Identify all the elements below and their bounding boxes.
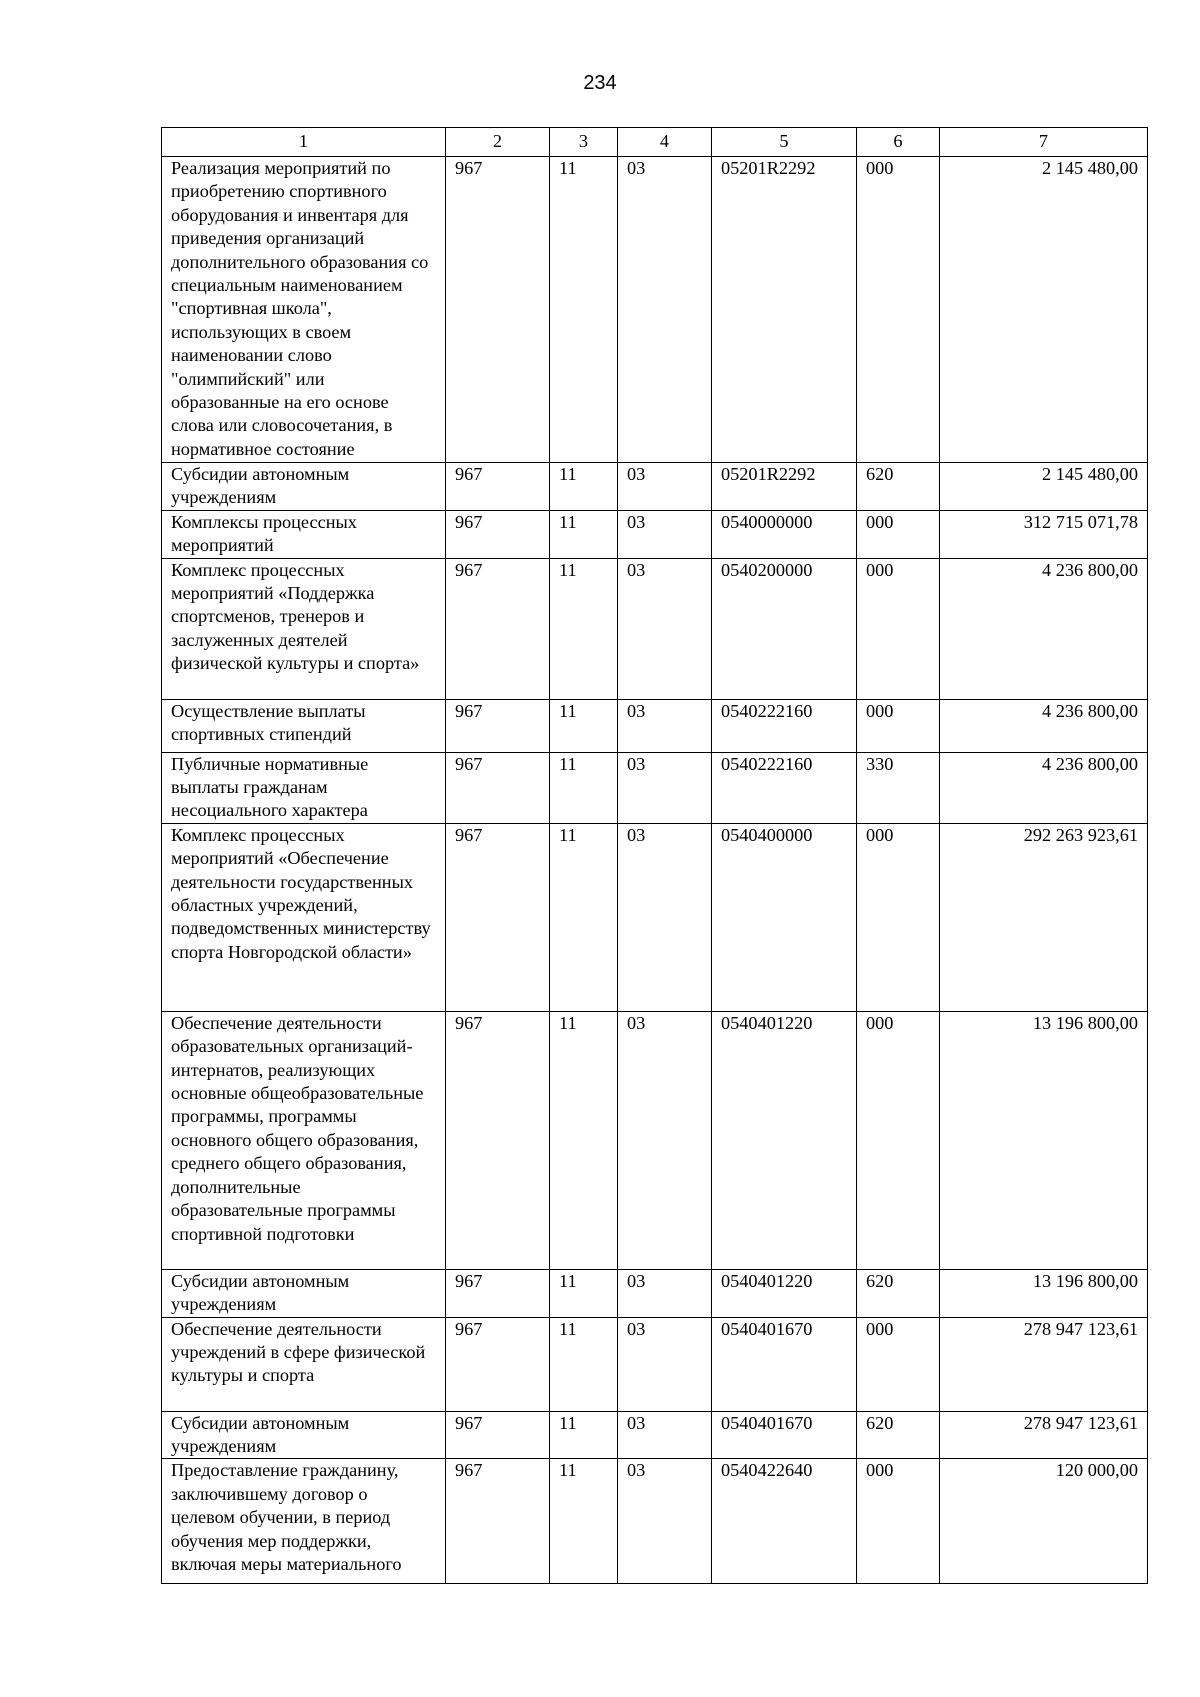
cell-col-3: 11 [550,699,618,752]
cell-col-4: 03 [618,1269,712,1317]
row-name-cell: Обеспечение деятельности образовательных организаций-интернатов, реализующих основные общеобразовательные программы, программы основного общего образования, среднего общего образования, дополнительные образовательные программы спортивной подготовки [162,1011,446,1269]
table-row [162,157,1148,463]
cell-col-2: 967 [446,463,550,511]
table-row [162,1411,1148,1459]
row-name-cell: Осуществление выплаты спортивных стипендий [162,699,446,752]
header-col-3: 3 [550,128,618,157]
header-col-2: 2 [446,128,550,157]
cell-col-5: 0540401670 [712,1411,857,1459]
table-row [162,1011,1148,1269]
cell-col-5: 0540422640 [712,1459,857,1584]
row-name-cell: Комплексы процессных мероприятий [162,510,446,558]
cell-col-5: 0540401670 [712,1317,857,1411]
cell-col-3: 11 [550,157,618,463]
cell-col-3: 11 [550,1317,618,1411]
cell-col-4: 03 [618,1459,712,1584]
row-name-cell: Обеспечение деятельности учреждений в сфере физической культуры и спорта [162,1317,446,1411]
cell-col-5: 0540222160 [712,752,857,823]
cell-col-7-amount: 4 236 800,00 [940,558,1148,699]
table-row [162,1317,1148,1411]
cell-col-2: 967 [446,558,550,699]
cell-col-7-amount: 4 236 800,00 [940,752,1148,823]
budget-table [161,127,1148,1584]
cell-col-6: 000 [857,1459,940,1584]
cell-col-3: 11 [550,463,618,511]
cell-col-5: 05201R2292 [712,463,857,511]
cell-col-5: 0540000000 [712,510,857,558]
row-name-cell: Комплекс процессных мероприятий «Обеспечение деятельности государственных областных учреждений, подведомственных министерству спорта Новгородской области» [162,823,446,1011]
cell-col-2: 967 [446,157,550,463]
cell-col-2: 967 [446,699,550,752]
table-row [162,823,1148,1011]
row-name-cell: Субсидии автономным учреждениям [162,1411,446,1459]
cell-col-2: 967 [446,510,550,558]
cell-col-2: 967 [446,1459,550,1584]
cell-col-6: 000 [857,510,940,558]
cell-col-6: 000 [857,699,940,752]
table-row [162,752,1148,823]
cell-col-4: 03 [618,1011,712,1269]
cell-col-7-amount: 13 196 800,00 [940,1011,1148,1269]
cell-col-3: 11 [550,1011,618,1269]
cell-col-7-amount: 278 947 123,61 [940,1411,1148,1459]
cell-col-6: 000 [857,823,940,1011]
table-row [162,558,1148,699]
row-name-cell: Реализация мероприятий по приобретению спортивного оборудования и инвентаря для приведения организаций дополнительного образования со специальным наименованием "спортивная школа", использующих в своем наименовании слово "олимпийский" или образованные на его основе слова или словосочетания, в нормативное состояние [162,157,446,463]
cell-col-5: 0540400000 [712,823,857,1011]
cell-col-2: 967 [446,1317,550,1411]
cell-col-7-amount: 278 947 123,61 [940,1317,1148,1411]
header-col-1: 1 [162,128,446,157]
cell-col-5: 0540222160 [712,699,857,752]
cell-col-7-amount: 312 715 071,78 [940,510,1148,558]
cell-col-4: 03 [618,157,712,463]
row-name-cell: Субсидии автономным учреждениям [162,463,446,511]
cell-col-6: 000 [857,1011,940,1269]
cell-col-4: 03 [618,823,712,1011]
cell-col-3: 11 [550,558,618,699]
cell-col-4: 03 [618,752,712,823]
cell-col-6: 620 [857,1269,940,1317]
cell-col-3: 11 [550,1459,618,1584]
cell-col-5: 0540401220 [712,1269,857,1317]
cell-col-6: 620 [857,463,940,511]
header-col-7: 7 [940,128,1148,157]
cell-col-7-amount: 292 263 923,61 [940,823,1148,1011]
cell-col-2: 967 [446,823,550,1011]
table-row [162,1269,1148,1317]
cell-col-7-amount: 2 145 480,00 [940,157,1148,463]
row-name-cell: Публичные нормативные выплаты гражданам несоциального характера [162,752,446,823]
table-row [162,699,1148,752]
cell-col-6: 000 [857,157,940,463]
cell-col-4: 03 [618,1317,712,1411]
cell-col-3: 11 [550,1411,618,1459]
cell-col-7-amount: 13 196 800,00 [940,1269,1148,1317]
cell-col-2: 967 [446,1011,550,1269]
row-name-cell: Субсидии автономным учреждениям [162,1269,446,1317]
cell-col-7-amount: 120 000,00 [940,1459,1148,1584]
cell-col-3: 11 [550,1269,618,1317]
cell-col-3: 11 [550,510,618,558]
cell-col-7-amount: 2 145 480,00 [940,463,1148,511]
cell-col-4: 03 [618,558,712,699]
cell-col-5: 0540200000 [712,558,857,699]
cell-col-4: 03 [618,510,712,558]
row-name-cell: Комплекс процессных мероприятий «Поддержка спортсменов, тренеров и заслуженных деятелей физической культуры и спорта» [162,558,446,699]
cell-col-5: 0540401220 [712,1011,857,1269]
cell-col-6: 000 [857,1317,940,1411]
table-row [162,510,1148,558]
cell-col-7-amount: 4 236 800,00 [940,699,1148,752]
cell-col-6: 620 [857,1411,940,1459]
cell-col-4: 03 [618,463,712,511]
cell-col-2: 967 [446,1411,550,1459]
header-col-4: 4 [618,128,712,157]
table-row [162,1459,1148,1584]
cell-col-6: 330 [857,752,940,823]
cell-col-3: 11 [550,752,618,823]
header-row [162,128,1148,157]
cell-col-2: 967 [446,752,550,823]
cell-col-2: 967 [446,1269,550,1317]
table-row [162,463,1148,511]
cell-col-4: 03 [618,699,712,752]
page-number: 234 [583,72,617,94]
cell-col-3: 11 [550,823,618,1011]
row-name-cell: Предоставление гражданину, заключившему договор о целевом обучении, в период обучения мер поддержки, включая меры материального [162,1459,446,1584]
header-col-5: 5 [712,128,857,157]
cell-col-4: 03 [618,1411,712,1459]
cell-col-5: 05201R2292 [712,157,857,463]
cell-col-6: 000 [857,558,940,699]
header-col-6: 6 [857,128,940,157]
